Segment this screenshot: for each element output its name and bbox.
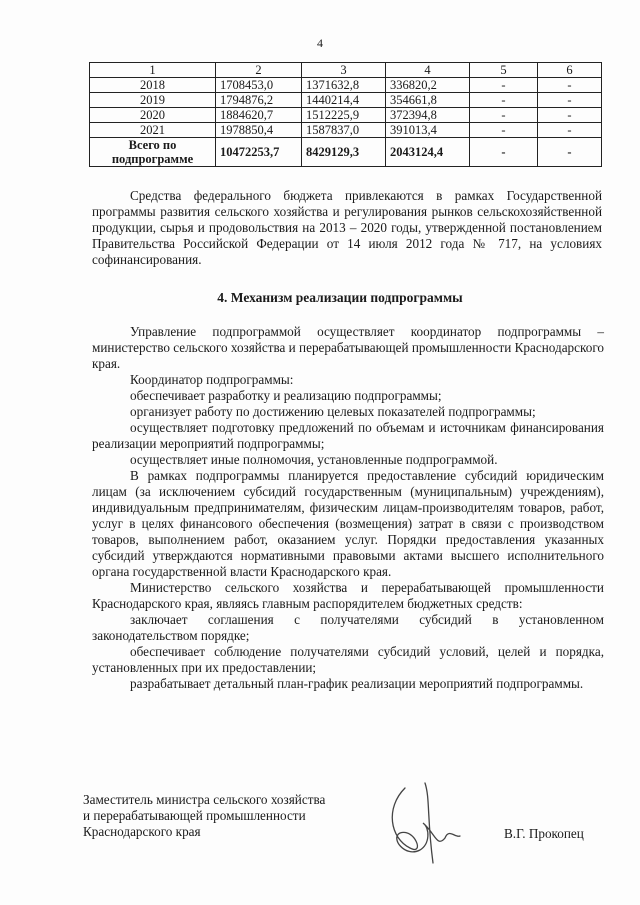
- col-header-6: 6: [538, 63, 602, 78]
- paragraph-duty: осуществляет иные полномочия, установленные подпрограммой.: [130, 452, 498, 467]
- col-header-5: 5: [470, 63, 538, 78]
- intro-paragraph: Средства федерального бюджета привлекаются в рамках Государственной программы развития сельского хозяйства и регулирования рынков сельскохозяйственной продукции, сырья и продовольствия на 2013 – 2020 годы, утвержденной постановлением Правительства Российской Федерации от 14 июля 2012 года № 717, на условиях софинансирования.: [92, 188, 602, 267]
- table-row: [90, 108, 602, 123]
- table-cell: 336820,2: [386, 78, 470, 93]
- table-cell: -: [538, 123, 602, 138]
- paragraph-duty: обеспечивает разработку и реализацию подпрограммы;: [130, 388, 442, 403]
- table-total-cell: 10472253,7: [216, 138, 302, 167]
- table-cell: -: [470, 108, 538, 123]
- table-cell: 1587837,0: [302, 123, 386, 138]
- position-line: Заместитель министра сельского хозяйства: [83, 792, 326, 807]
- paragraph-coordinator-title: Координатор подпрограммы:: [130, 372, 294, 387]
- intro-block: [92, 188, 602, 268]
- position-line: Краснодарского края: [83, 824, 201, 839]
- table-cell: -: [538, 93, 602, 108]
- table-row: [90, 93, 602, 108]
- paragraph-ministry-duty: обеспечивает соблюдение получателями субсидий условий, целей и порядка, установленных при их предоставлении;: [92, 644, 604, 675]
- table-cell: 1794876,2: [216, 93, 302, 108]
- table-total-label: Всего по подпрограмме: [90, 138, 216, 167]
- paragraph-coordinator: Управление подпрограммой осуществляет координатор подпрограммы – министерство сельского хозяйства и перерабатывающей промышленности Краснодарского края.: [92, 324, 604, 371]
- table-total-cell: 8429129,3: [302, 138, 386, 167]
- paragraph-ministry-duty: разрабатывает детальный план-график реализации мероприятий подпрограммы.: [130, 676, 584, 691]
- handwritten-signature: [375, 778, 485, 868]
- table-cell: 1884620,7: [216, 108, 302, 123]
- col-header-3: 3: [302, 63, 386, 78]
- position-line: и перерабатывающей промышленности: [83, 808, 306, 823]
- paragraph-ministry-duty: заключает соглашения с получателями субсидий в установленном законодательством порядке;: [92, 612, 604, 643]
- table-cell: 1440214,4: [302, 93, 386, 108]
- budget-table: [89, 62, 602, 167]
- col-header-2: 2: [216, 63, 302, 78]
- paragraph-duty: организует работу по достижению целевых показателей подпрограммы;: [130, 404, 536, 419]
- table-cell: 1371632,8: [302, 78, 386, 93]
- paragraph-duty: осуществляет подготовку предложений по объемам и источникам финансирования реализации мероприятий подпрограммы;: [92, 420, 604, 451]
- table-total-cell: -: [470, 138, 538, 167]
- signatory-position: [83, 792, 325, 840]
- paragraph-ministry: Министерство сельского хозяйства и перерабатывающей промышленности Краснодарского края, являясь главным распорядителем бюджетных средств:: [92, 580, 604, 611]
- table-total-row: [90, 138, 602, 167]
- col-header-1: 1: [90, 63, 216, 78]
- table-cell-year: 2021: [90, 123, 216, 138]
- table-cell: 1512225,9: [302, 108, 386, 123]
- table-cell: -: [470, 123, 538, 138]
- body-block: [92, 324, 604, 692]
- page-number: 4: [317, 36, 323, 50]
- table-cell: 372394,8: [386, 108, 470, 123]
- table-cell: -: [470, 78, 538, 93]
- table-row: [90, 78, 602, 93]
- signatory-name: В.Г. Прокопец: [504, 826, 584, 841]
- table-cell: -: [538, 78, 602, 93]
- table-row: [90, 123, 602, 138]
- table-total-cell: -: [538, 138, 602, 167]
- table-cell: 354661,8: [386, 93, 470, 108]
- section-heading: 4. Механизм реализации подпрограммы: [217, 290, 463, 305]
- table-total-cell: 2043124,4: [386, 138, 470, 167]
- table-cell: 391013,4: [386, 123, 470, 138]
- table-header-row: [90, 63, 602, 78]
- table-cell: 1978850,4: [216, 123, 302, 138]
- table-cell-year: 2018: [90, 78, 216, 93]
- table-cell-year: 2019: [90, 93, 216, 108]
- paragraph-subsidies: В рамках подпрограммы планируется предоставление субсидий юридическим лицам (за исключением субсидий государственным (муниципальным) учреждениям), индивидуальным предпринимателям, физическим лицам-производителям товаров, работ, услуг в целях финансового обеспечения (возмещения) затрат в связи с производством товаров, выполнением работ, оказанием услуг. Порядки предоставления указанных субсидий утверждаются нормативными правовыми актами высшего исполнительного органа государственной власти Краснодарского края.: [92, 468, 604, 579]
- table-cell: 1708453,0: [216, 78, 302, 93]
- col-header-4: 4: [386, 63, 470, 78]
- table-cell: -: [538, 108, 602, 123]
- table-cell: -: [470, 93, 538, 108]
- table-cell-year: 2020: [90, 108, 216, 123]
